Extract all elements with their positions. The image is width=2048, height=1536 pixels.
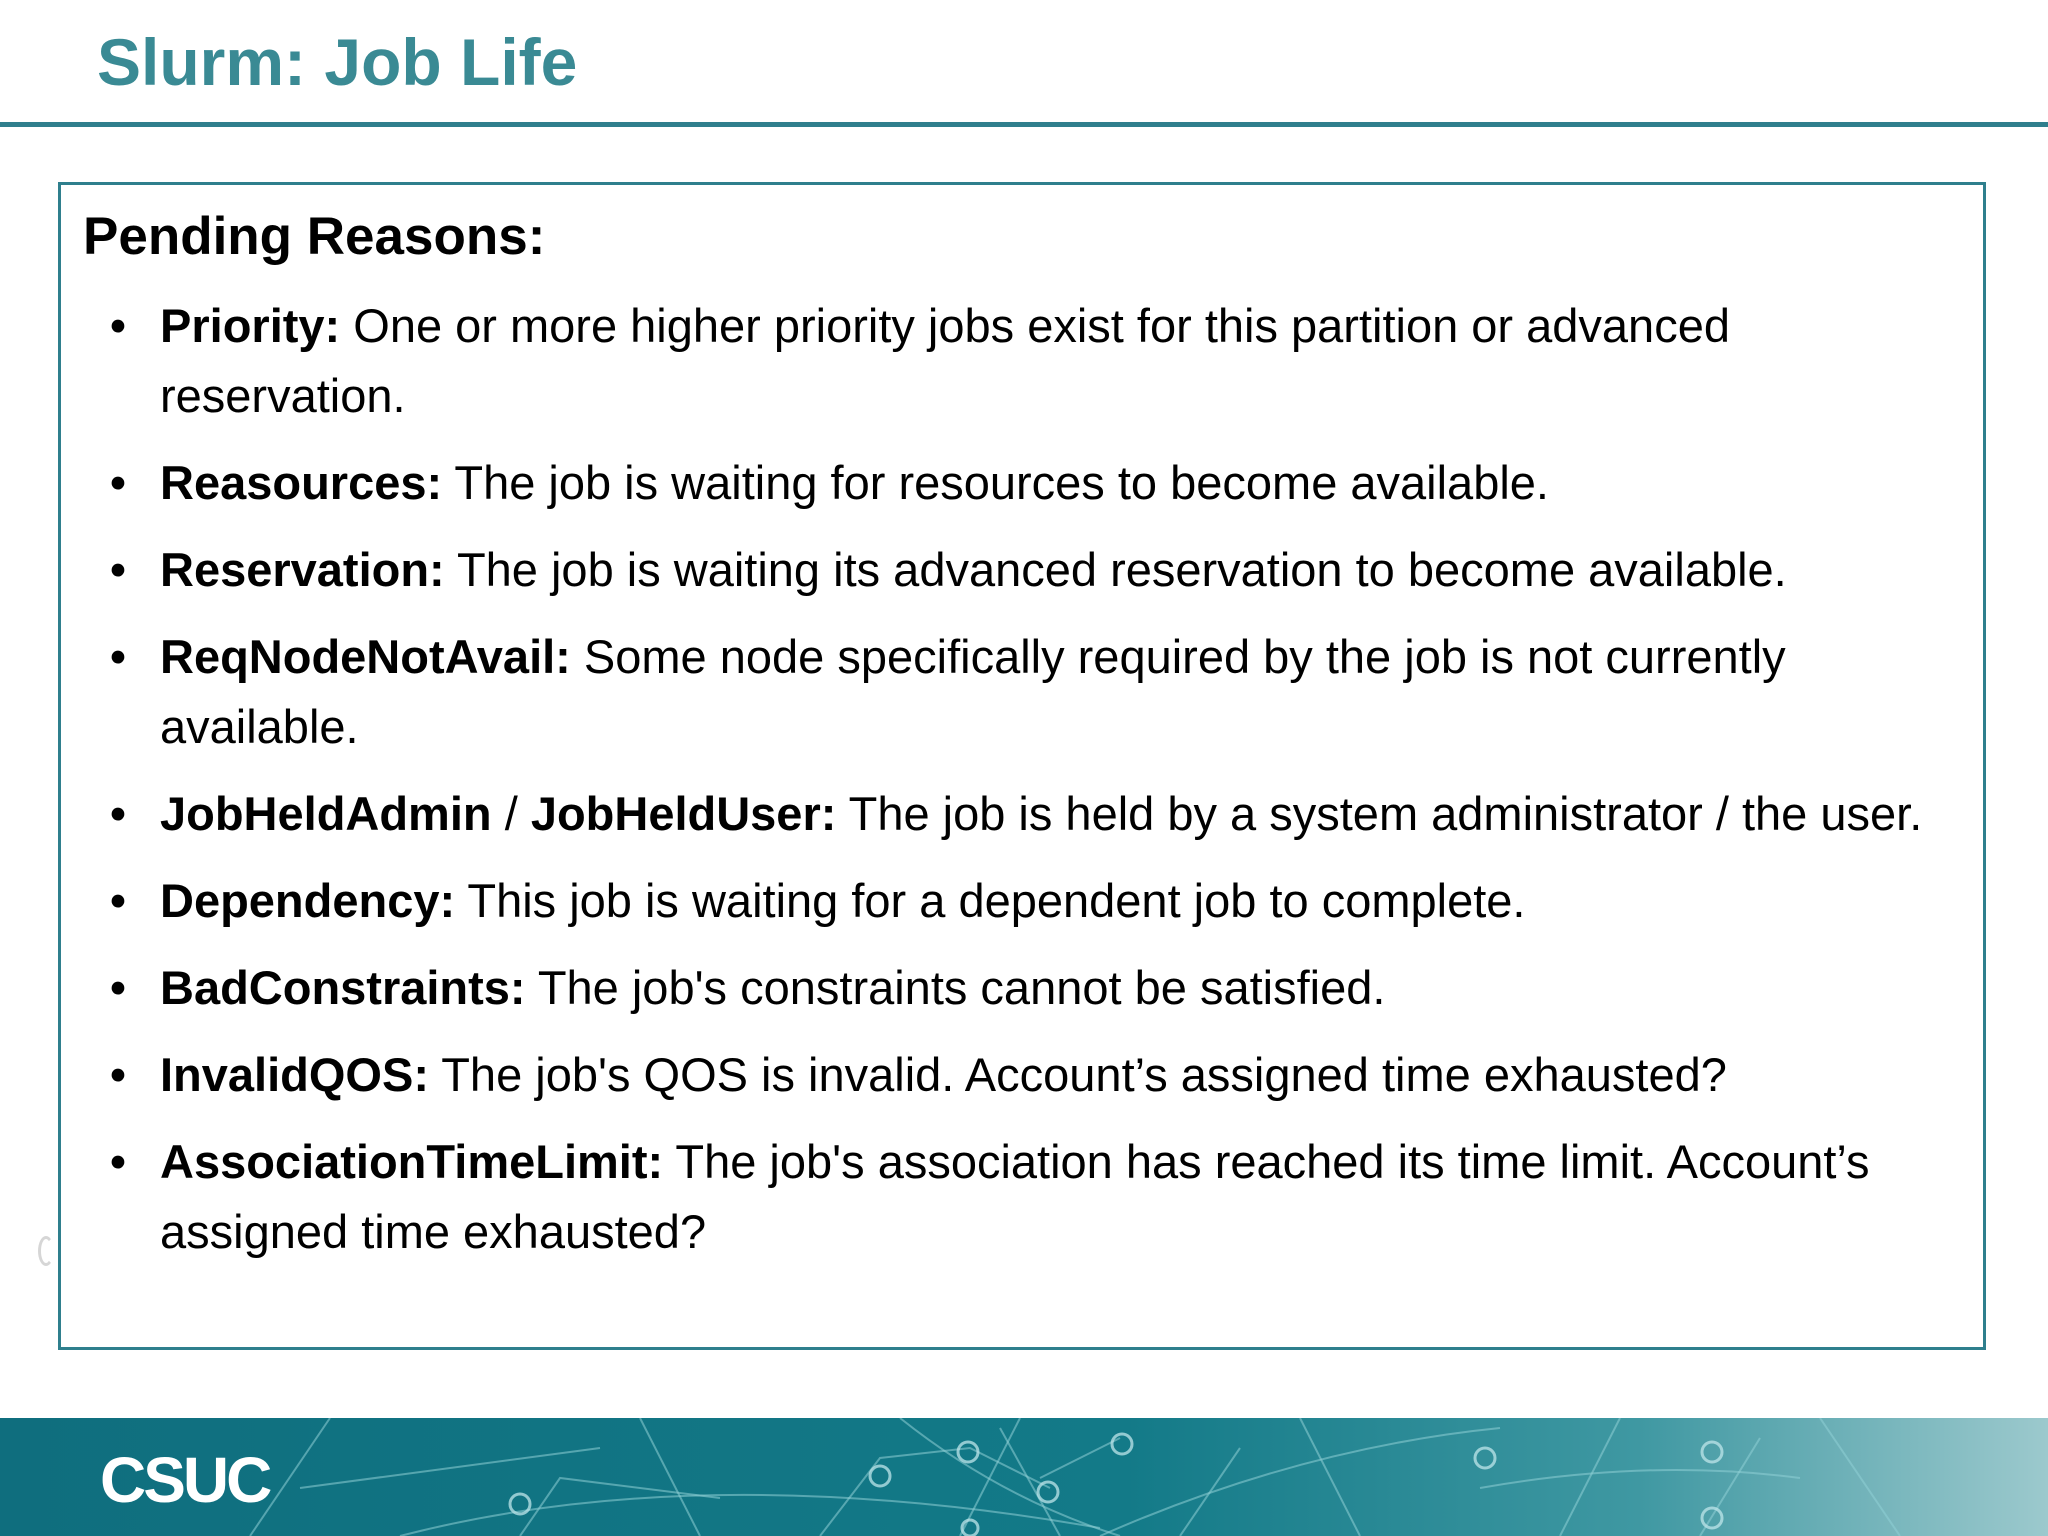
reason-term: Reasources: bbox=[160, 456, 443, 509]
reason-item-invalidqos bbox=[61, 1040, 1983, 1110]
bullet-icon: • bbox=[109, 543, 127, 596]
reason-term: InvalidQOS: bbox=[160, 1048, 429, 1101]
reason-item-dependency bbox=[61, 866, 1983, 936]
reason-description: The job is held by a system administrator / the user. bbox=[848, 787, 1923, 840]
bullet-icon: • bbox=[109, 1048, 127, 1101]
reason-term-separator: / bbox=[504, 787, 518, 840]
reason-term: Reservation: bbox=[160, 543, 445, 596]
footer-band bbox=[0, 1418, 2048, 1536]
reason-item-reservation bbox=[61, 535, 1983, 605]
bullet-icon: • bbox=[109, 787, 127, 840]
pending-reasons-panel bbox=[58, 182, 1986, 1350]
bullet-icon: • bbox=[109, 630, 127, 683]
reason-description: This job is waiting for a dependent job to complete. bbox=[467, 874, 1526, 927]
reason-item-resources bbox=[61, 448, 1983, 518]
reason-term: AssociationTimeLimit: bbox=[160, 1135, 664, 1188]
reason-description: One or more higher priority jobs exist for this partition or advanced reservation. bbox=[160, 299, 1730, 422]
partial-mark-icon bbox=[38, 1236, 54, 1266]
title-divider bbox=[0, 122, 2048, 127]
bullet-icon: • bbox=[109, 456, 127, 509]
bullet-icon: • bbox=[109, 874, 127, 927]
reason-term-secondary: JobHeldUser: bbox=[530, 787, 837, 840]
reason-item-priority bbox=[61, 291, 1983, 431]
reason-term: ReqNodeNotAvail: bbox=[160, 630, 571, 683]
network-graph-icon bbox=[0, 1418, 2048, 1536]
reason-term: JobHeldAdmin bbox=[160, 787, 492, 840]
reason-term: Priority: bbox=[160, 299, 341, 352]
reason-description: The job is waiting its advanced reservation to become available. bbox=[456, 543, 1787, 596]
reason-item-jobheld bbox=[61, 779, 1983, 849]
reason-item-reqnodenotavail bbox=[61, 622, 1983, 762]
pending-reasons-list bbox=[61, 291, 1983, 1284]
reason-item-badconstraints bbox=[61, 953, 1983, 1023]
reason-description: The job's constraints cannot be satisfied. bbox=[537, 961, 1386, 1014]
reason-term: Dependency: bbox=[160, 874, 456, 927]
pending-reasons-heading: Pending Reasons: bbox=[83, 207, 546, 266]
reason-term: BadConstraints: bbox=[160, 961, 526, 1014]
csuc-logo: CSUC bbox=[100, 1444, 270, 1516]
reason-description: Some node specifically required by the job is not currently available. bbox=[160, 630, 1786, 753]
slide-title: Slurm: Job Life bbox=[97, 25, 578, 99]
reason-description: The job is waiting for resources to become available. bbox=[454, 456, 1549, 509]
bullet-icon: • bbox=[109, 961, 127, 1014]
reason-description: The job's QOS is invalid. Account’s assigned time exhausted? bbox=[441, 1048, 1727, 1101]
reason-item-associationtimelimit bbox=[61, 1127, 1983, 1267]
reason-description: The job's association has reached its time limit. Account’s assigned time exhausted? bbox=[160, 1135, 1870, 1258]
bullet-icon: • bbox=[109, 299, 127, 352]
bullet-icon: • bbox=[109, 1135, 127, 1188]
